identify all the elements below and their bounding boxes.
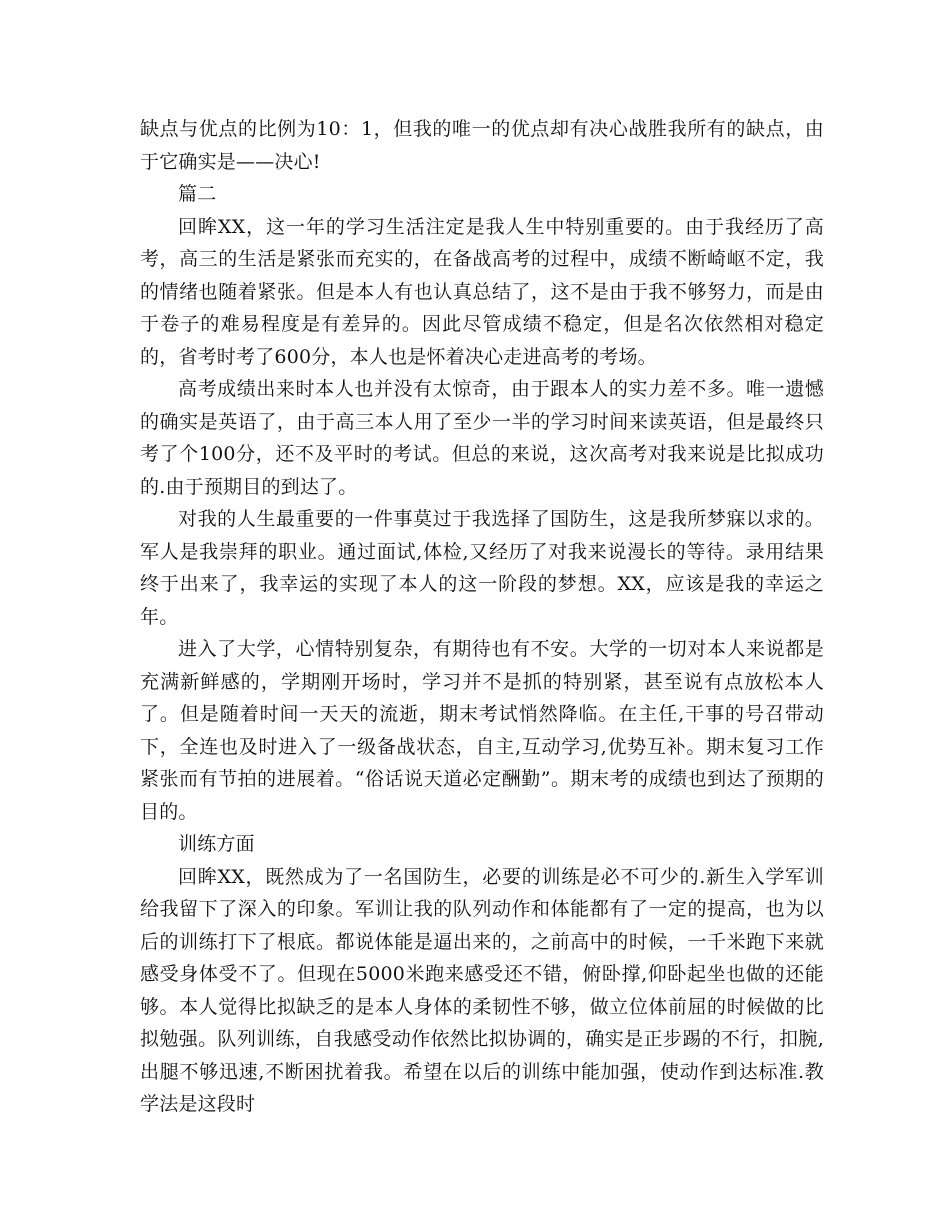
paragraph-gaokao-review: 回眸XX，这一年的学习生活注定是我人生中特别重要的。由于我经历了高考，高三的生活是紧张而充实的，在备战高考的过程中，成绩不断崎岖不定，我的情绪也随着紧张。但是本人有也认真总结了，这不是由于我不够努力，而是由于卷子的难易程度是有差异的。因此尽管成绩不稳定，但是名次依然相对稳定的，省考时考了600分，本人也是怀着决心走进高考的考场。: [140, 215, 824, 368]
paragraph-gaokao-results: 高考成绩出来时本人也并没有太惊奇，由于跟本人的实力差不多。唯一遗憾的确实是英语了，由于高三本人用了至少一半的学习时间来读英语，但是最终只考了个100分，还不及平时的考试。但总的来说，这次高考对我来说是比拟成功的.由于预期目的到达了。: [140, 378, 824, 498]
paragraph-continuation: 缺点与优点的比例为10：1，但我的唯一的优点却有决心战胜我所有的缺点，由于它确实是——决心!: [140, 118, 824, 173]
paragraph-national-defense-student: 对我的人生最重要的一件事莫过于我选择了国防生，这是我所梦寐以求的。军人是我崇拜的职业。通过面试,体检,又经历了对我来说漫长的等待。录用结果终于出来了，我幸运的实现了本人的这一阶段的梦想。XX，应该是我的幸运之年。: [140, 508, 824, 628]
paragraph-training: 回眸XX，既然成为了一名国防生，必要的训练是必不可少的.新生入学军训给我留下了深入的印象。军训让我的队列动作和体能都有了一定的提高，也为以后的训练打下了根底。都说体能是逼出来的，之前高中的时候，一千米跑下来就感受身体受不了。但现在5000米跑来感受还不错，俯卧撑,仰卧起坐也做的还能够。本人觉得比拟缺乏的是本人身体的柔韧性不够，做立位体前屈的时候做的比拟勉强。队列训练，自我感受动作依然比拟协调的，确实是正步踢的不行，扣腕,出腿不够迅速,不断困扰着我。希望在以后的训练中能加强，使动作到达标准.教学法是这段时: [140, 865, 824, 1115]
document-body: [140, 113, 824, 1121]
paragraph-university-life: 进入了大学，心情特别复杂，有期待也有不安。大学的一切对本人来说都是充满新鲜感的，学期刚开场时，学习并不是抓的特别紧，甚至说有点放松本人了。但是随着时间一天天的流逝，期末考试悄然降临。在主任,干事的号召带动下，全连也及时进入了一级备战状态，自主,互动学习,优势互补。期末复习工作紧张而有节拍的进展着。“俗话说天道必定酬勤”。期末考的成绩也到达了预期的目的。: [140, 638, 824, 823]
section-heading-training: 训练方面: [178, 833, 255, 855]
section-heading-part-two: 篇二: [178, 183, 217, 205]
